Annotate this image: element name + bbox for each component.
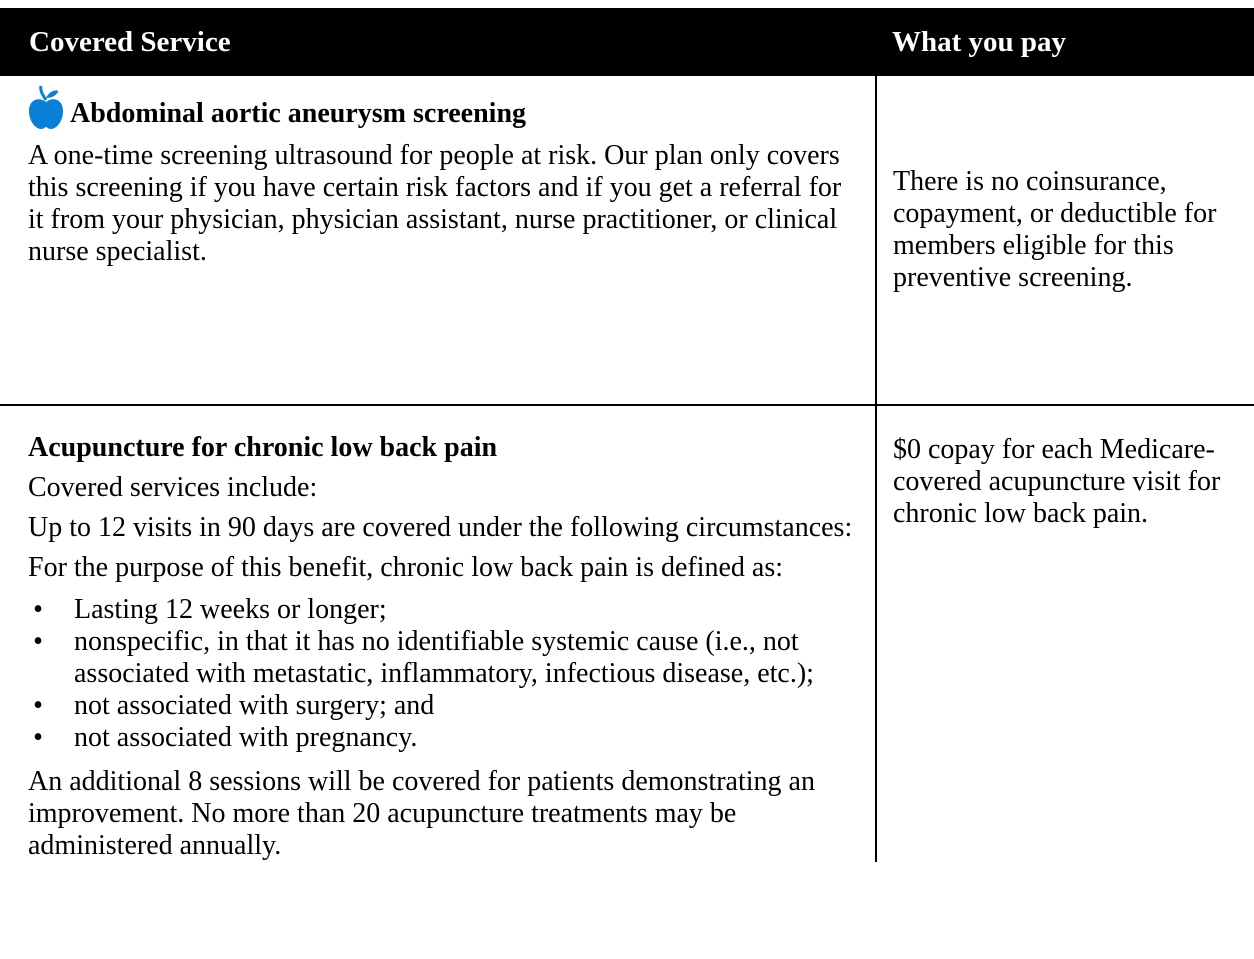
service-paragraph: For the purpose of this benefit, chronic low back pain is defined as: — [28, 552, 784, 583]
service-cell — [0, 76, 876, 405]
service-paragraph: Covered services include: — [28, 472, 318, 503]
list-item-text: not associated with surgery; and — [74, 690, 435, 721]
pay-text: $0 copay for each Medicare-covered acupuncture visit for chronic low back pain. — [893, 434, 1221, 529]
list-item — [28, 722, 855, 754]
pay-cell — [876, 76, 1254, 405]
service-title-row — [28, 84, 855, 130]
list-item-text: not associated with pregnancy. — [74, 722, 418, 753]
list-item — [28, 690, 855, 722]
list-item-text: nonspecific, in that it has no identifiable systemic cause (i.e., not associated with metastatic, inflammatory, infectious disease, etc.); — [74, 626, 814, 689]
table-row — [0, 405, 1254, 862]
bullet-icon: • — [33, 722, 43, 753]
header-covered-service: Covered Service — [0, 8, 876, 76]
list-item — [28, 626, 855, 690]
table-header-row — [0, 8, 1254, 76]
criteria-list — [28, 594, 855, 754]
service-description: A one-time screening ultrasound for people at risk. Our plan only covers this screening if you have certain risk factors and if you get a referral for it from your physician, physician assistant, nurse practitioner, or clinical nurse specialist. — [28, 140, 842, 267]
list-item — [28, 594, 855, 626]
pay-cell — [876, 405, 1254, 862]
service-title: Acupuncture for chronic low back pain — [28, 432, 498, 463]
bullet-icon: • — [33, 594, 43, 625]
list-item-text: Lasting 12 weeks or longer; — [74, 594, 387, 625]
service-closing: An additional 8 sessions will be covered for patients demonstrating an improvement. No more than 20 acupuncture treatments may be administered annually. — [28, 766, 815, 861]
header-what-you-pay: What you pay — [876, 8, 1254, 76]
service-paragraph: Up to 12 visits in 90 days are covered under the following circumstances: — [28, 512, 853, 543]
table-row — [0, 76, 1254, 405]
service-title: Abdominal aortic aneurysm screening — [70, 98, 527, 129]
apple-icon — [28, 84, 64, 130]
benefits-table — [0, 8, 1254, 862]
bullet-icon: • — [33, 626, 43, 657]
service-cell — [0, 405, 876, 862]
bullet-icon: • — [33, 690, 43, 721]
pay-text: There is no coinsurance, copayment, or deductible for members eligible for this preventive screening. — [893, 166, 1217, 293]
